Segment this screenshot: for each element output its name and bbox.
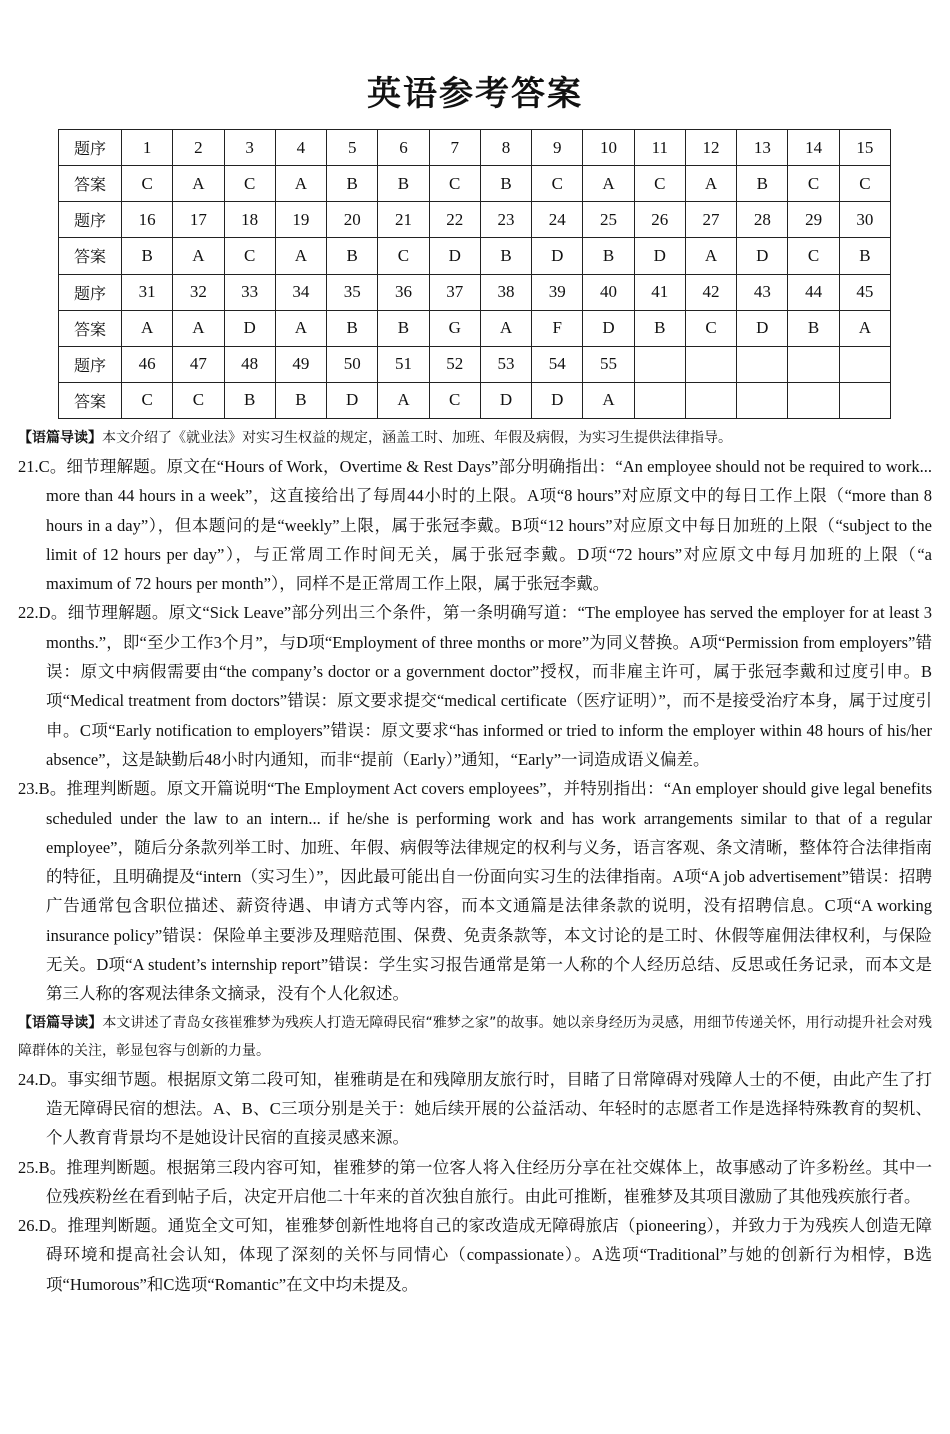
number-cell: 26: [634, 202, 685, 238]
number-cell: 36: [378, 274, 429, 310]
answer-cell: D: [429, 238, 480, 274]
table-row-answer: [59, 382, 891, 418]
answer-cell: B: [737, 166, 788, 202]
number-cell: 47: [173, 346, 224, 382]
page-title: 英语参考答案: [367, 74, 583, 114]
answer-cell: C: [429, 382, 480, 418]
number-cell: [839, 346, 890, 382]
number-cell: 34: [275, 274, 326, 310]
number-cell: 50: [327, 346, 378, 382]
answer-cell: D: [737, 238, 788, 274]
answer-cell: D: [532, 238, 583, 274]
reading-intro: [18, 424, 932, 452]
answer-cell: D: [737, 310, 788, 346]
intro-label: 【语篇导读】: [18, 430, 102, 446]
answer-cell: C: [122, 382, 173, 418]
number-cell: 30: [839, 202, 890, 238]
answer-explanation: 22.D。细节理解题。原文“Sick Leave”部分列出三个条件，第一条明确写道：“The employee has served the employer for at least 3 months.”，即“至少工作3个月”，与D项“Employment of three months or more”为同义替换。A项“Permission from employers”错误：原文中病假需要由“the company’s doctor or a government doctor”授权，而非雇主许可，属于张冠李戴和过度引申。B项“Medical treatment from doctors”错误：原文要求提交“medical certificate（医疗证明）”，而不是接受治疗本身，属于过度引申。C项“Early notification to employers”错误：原文要求“has informed or tried to inform the employer within 48 hours of his/her absence”，这是缺勤后48小时内通知，而非“提前（Early）”通知，“Early”一词造成语义偏差。: [18, 603, 932, 769]
answer-cell: C: [532, 166, 583, 202]
number-cell: 3: [224, 130, 275, 166]
answer-cell: C: [122, 166, 173, 202]
number-cell: [737, 346, 788, 382]
answer-cell: D: [634, 238, 685, 274]
answer-cell: F: [532, 310, 583, 346]
answer-cell: [737, 382, 788, 418]
number-cell: 49: [275, 346, 326, 382]
answer-cell: D: [224, 310, 275, 346]
answer-row-label: 答案: [59, 382, 122, 418]
answer-cell: B: [327, 310, 378, 346]
answer-row-label: 答案: [59, 166, 122, 202]
answer-explanation: 25.B。推理判断题。根据第三段内容可知，崔雅梦的第一位客人将入住经历分享在社交媒体上，故事感动了许多粉丝。其中一位残疾粉丝在看到帖子后，决定开启他二十年来的首次独自旅行。由此可推断，崔雅梦及其项目激励了其他残疾旅行者。: [18, 1157, 932, 1206]
number-cell: 54: [532, 346, 583, 382]
number-cell: 4: [275, 130, 326, 166]
answer-cell: B: [480, 238, 531, 274]
answer-cell: B: [788, 310, 839, 346]
number-cell: 10: [583, 130, 634, 166]
number-cell: 16: [122, 202, 173, 238]
answer-cell: C: [378, 238, 429, 274]
answer-explanation: 24.D。事实细节题。根据原文第二段可知，崔雅萌是在和残障朋友旅行时，目睹了日常障碍对残障人士的不便，由此产生了打造无障碍民宿的想法。A、B、C三项分别是关于：她后续开展的公益活动、年轻时的志愿者工作是选择特殊教育的契机、个人教育背景均不是她设计民宿的直接灵感来源。: [18, 1069, 932, 1148]
number-cell: 55: [583, 346, 634, 382]
answer-cell: G: [429, 310, 480, 346]
intro-label: 【语篇导读】: [18, 1014, 103, 1031]
number-cell: [634, 346, 685, 382]
answer-cell: A: [378, 382, 429, 418]
answer-cell: C: [788, 166, 839, 202]
answer-cell: A: [173, 238, 224, 274]
answer-explanation: 23.B。推理判断题。原文开篇说明“The Employment Act covers employees”，并特别指出：“An employer should give legal benefits scheduled under the law to an intern... if he/she is performing work and has work arrangements similar to that of a regular employee”，随后分条款列举工时、加班、年假、病假等法律规定的权利与义务，语言客观、条文清晰，整体符合法律指南的特征，且明确提及“intern（实习生）”，因此最可能出自一份面向实习生的法律指南。A项“A job advertisement”错误：招聘广告通常包含职位描述、薪资待遇、申请方式等内容，而本文通篇是法律条款的说明，没有招聘信息。C项“A working insurance policy”错误：保险单主要涉及理赔范围、保费、免责条款等，本文讨论的是工时、休假等雇佣法律权利，与保险无关。D项“A student’s internship report”错误：学生实习报告通常是第一人称的个人经历总结、反思或任务记录，而本文是第三人称的客观法律条文摘录，没有个人化叙述。: [18, 779, 932, 1004]
number-cell: 20: [327, 202, 378, 238]
answer-cell: A: [583, 166, 634, 202]
answer-explanation: 26.D。推理判断题。通览全文可知，崔雅梦创新性地将自己的家改造成无障碍旅店（pioneering），并致力于为残疾人创造无障碍环境和提高社会认知，体现了深刻的关怀与同情心（compassionate）。A选项“Traditional”与她的创新行为相悖，B选项“Humorous”和C选项“Romantic”在文中均未提及。: [18, 1216, 932, 1294]
number-cell: 11: [634, 130, 685, 166]
number-cell: 7: [429, 130, 480, 166]
table-row-number: [59, 130, 891, 166]
answer-cell: A: [122, 310, 173, 346]
number-cell: 9: [532, 130, 583, 166]
number-cell: 37: [429, 274, 480, 310]
number-row-label: 题序: [59, 202, 122, 238]
answer-cell: B: [275, 382, 326, 418]
answer-cell: C: [429, 166, 480, 202]
number-cell: 22: [429, 202, 480, 238]
table-row-number: [59, 346, 891, 382]
answer-cell: B: [839, 238, 890, 274]
answer-table: [58, 129, 891, 419]
answer-cell: A: [685, 238, 736, 274]
number-cell: 42: [685, 274, 736, 310]
number-cell: 32: [173, 274, 224, 310]
number-cell: 25: [583, 202, 634, 238]
number-cell: 24: [532, 202, 583, 238]
number-cell: 5: [327, 130, 378, 166]
answer-cell: B: [122, 238, 173, 274]
answer-table-body: [59, 130, 891, 419]
answer-cell: C: [634, 166, 685, 202]
number-cell: 39: [532, 274, 583, 310]
answer-cell: C: [173, 382, 224, 418]
table-row-answer: [59, 310, 891, 346]
answer-cell: A: [685, 166, 736, 202]
number-cell: 29: [788, 202, 839, 238]
answer-cell: B: [224, 382, 275, 418]
answer-cell: A: [480, 310, 531, 346]
answer-cell: C: [788, 238, 839, 274]
answer-cell: B: [634, 310, 685, 346]
number-cell: 17: [173, 202, 224, 238]
table-row-number: [59, 274, 891, 310]
answer-cell: C: [224, 166, 275, 202]
number-cell: 8: [480, 130, 531, 166]
answer-cell: C: [685, 310, 736, 346]
answer-cell: B: [480, 166, 531, 202]
number-cell: 13: [737, 130, 788, 166]
number-cell: 21: [378, 202, 429, 238]
answer-cell: A: [839, 310, 890, 346]
answer-explanation: 21.C。细节理解题。原文在“Hours of Work，Overtime & Rest Days”部分明确指出：“An employee should not be required to work... more than 44 hours in a week”，这直接给出了每周44小时的上限。A项“8 hours”对应原文中的每日工作上限（“more than 8 hours in a day”），但本题问的是“weekly”上限，属于张冠李戴。B项“12 hours”对应原文中每日加班的上限（“subject to the limit of 12 hours per day”），与正常周工作时间无关，属于张冠李戴。D项“72 hours”对应原文中每月加班的上限（“a maximum of 72 hours per month”），同样不是正常周工作上限，属于张冠李戴。: [18, 457, 932, 594]
number-cell: 43: [737, 274, 788, 310]
number-cell: 28: [737, 202, 788, 238]
number-cell: [685, 346, 736, 382]
number-cell: 48: [224, 346, 275, 382]
number-cell: 31: [122, 274, 173, 310]
answer-row-label: 答案: [59, 238, 122, 274]
answer-cell: [839, 382, 890, 418]
number-cell: 51: [378, 346, 429, 382]
number-cell: [788, 346, 839, 382]
number-cell: 14: [788, 130, 839, 166]
number-row-label: 题序: [59, 274, 122, 310]
answer-cell: D: [583, 310, 634, 346]
answer-cell: D: [480, 382, 531, 418]
number-row-label: 题序: [59, 130, 122, 166]
intro-text: 本文讲述了青岛女孩崔雅梦为残疾人打造无障碍民宿“雅梦之家”的故事。她以亲身经历为灵感，用细节传递关怀，用行动提升社会对残障群体的关注，彰显包容与创新的力量。: [18, 1014, 932, 1059]
answer-cell: B: [378, 166, 429, 202]
number-cell: 38: [480, 274, 531, 310]
number-cell: 53: [480, 346, 531, 382]
answer-cell: [634, 382, 685, 418]
number-cell: 15: [839, 130, 890, 166]
answer-cell: A: [275, 310, 326, 346]
number-cell: 6: [378, 130, 429, 166]
number-cell: 2: [173, 130, 224, 166]
answer-cell: A: [275, 238, 326, 274]
answer-cell: A: [275, 166, 326, 202]
number-cell: 19: [275, 202, 326, 238]
number-cell: 46: [122, 346, 173, 382]
number-cell: 18: [224, 202, 275, 238]
number-cell: 27: [685, 202, 736, 238]
number-cell: 1: [122, 130, 173, 166]
answer-cell: [788, 382, 839, 418]
answer-cell: B: [583, 238, 634, 274]
answer-cell: B: [327, 166, 378, 202]
answer-cell: C: [839, 166, 890, 202]
number-cell: 45: [839, 274, 890, 310]
table-row-number: [59, 202, 891, 238]
number-cell: 40: [583, 274, 634, 310]
number-row-label: 题序: [59, 346, 122, 382]
answer-cell: D: [532, 382, 583, 418]
table-row-answer: [59, 166, 891, 202]
cropped-header-fragment: [0, 30, 950, 56]
answer-cell: [685, 382, 736, 418]
answer-cell: A: [173, 310, 224, 346]
answer-cell: A: [173, 166, 224, 202]
number-cell: 41: [634, 274, 685, 310]
answer-cell: B: [378, 310, 429, 346]
explanations: [18, 424, 932, 1299]
number-cell: 52: [429, 346, 480, 382]
number-cell: 23: [480, 202, 531, 238]
number-cell: 12: [685, 130, 736, 166]
intro-text: 本文介绍了《就业法》对实习生权益的规定，涵盖工时、加班、年假及病假，为实习生提供法律指导。: [102, 430, 732, 446]
reading-intro: [18, 1009, 932, 1065]
number-cell: 33: [224, 274, 275, 310]
answer-cell: A: [583, 382, 634, 418]
answer-cell: D: [327, 382, 378, 418]
answer-row-label: 答案: [59, 310, 122, 346]
answer-cell: B: [327, 238, 378, 274]
answer-cell: C: [224, 238, 275, 274]
number-cell: 35: [327, 274, 378, 310]
table-row-answer: [59, 238, 891, 274]
number-cell: 44: [788, 274, 839, 310]
